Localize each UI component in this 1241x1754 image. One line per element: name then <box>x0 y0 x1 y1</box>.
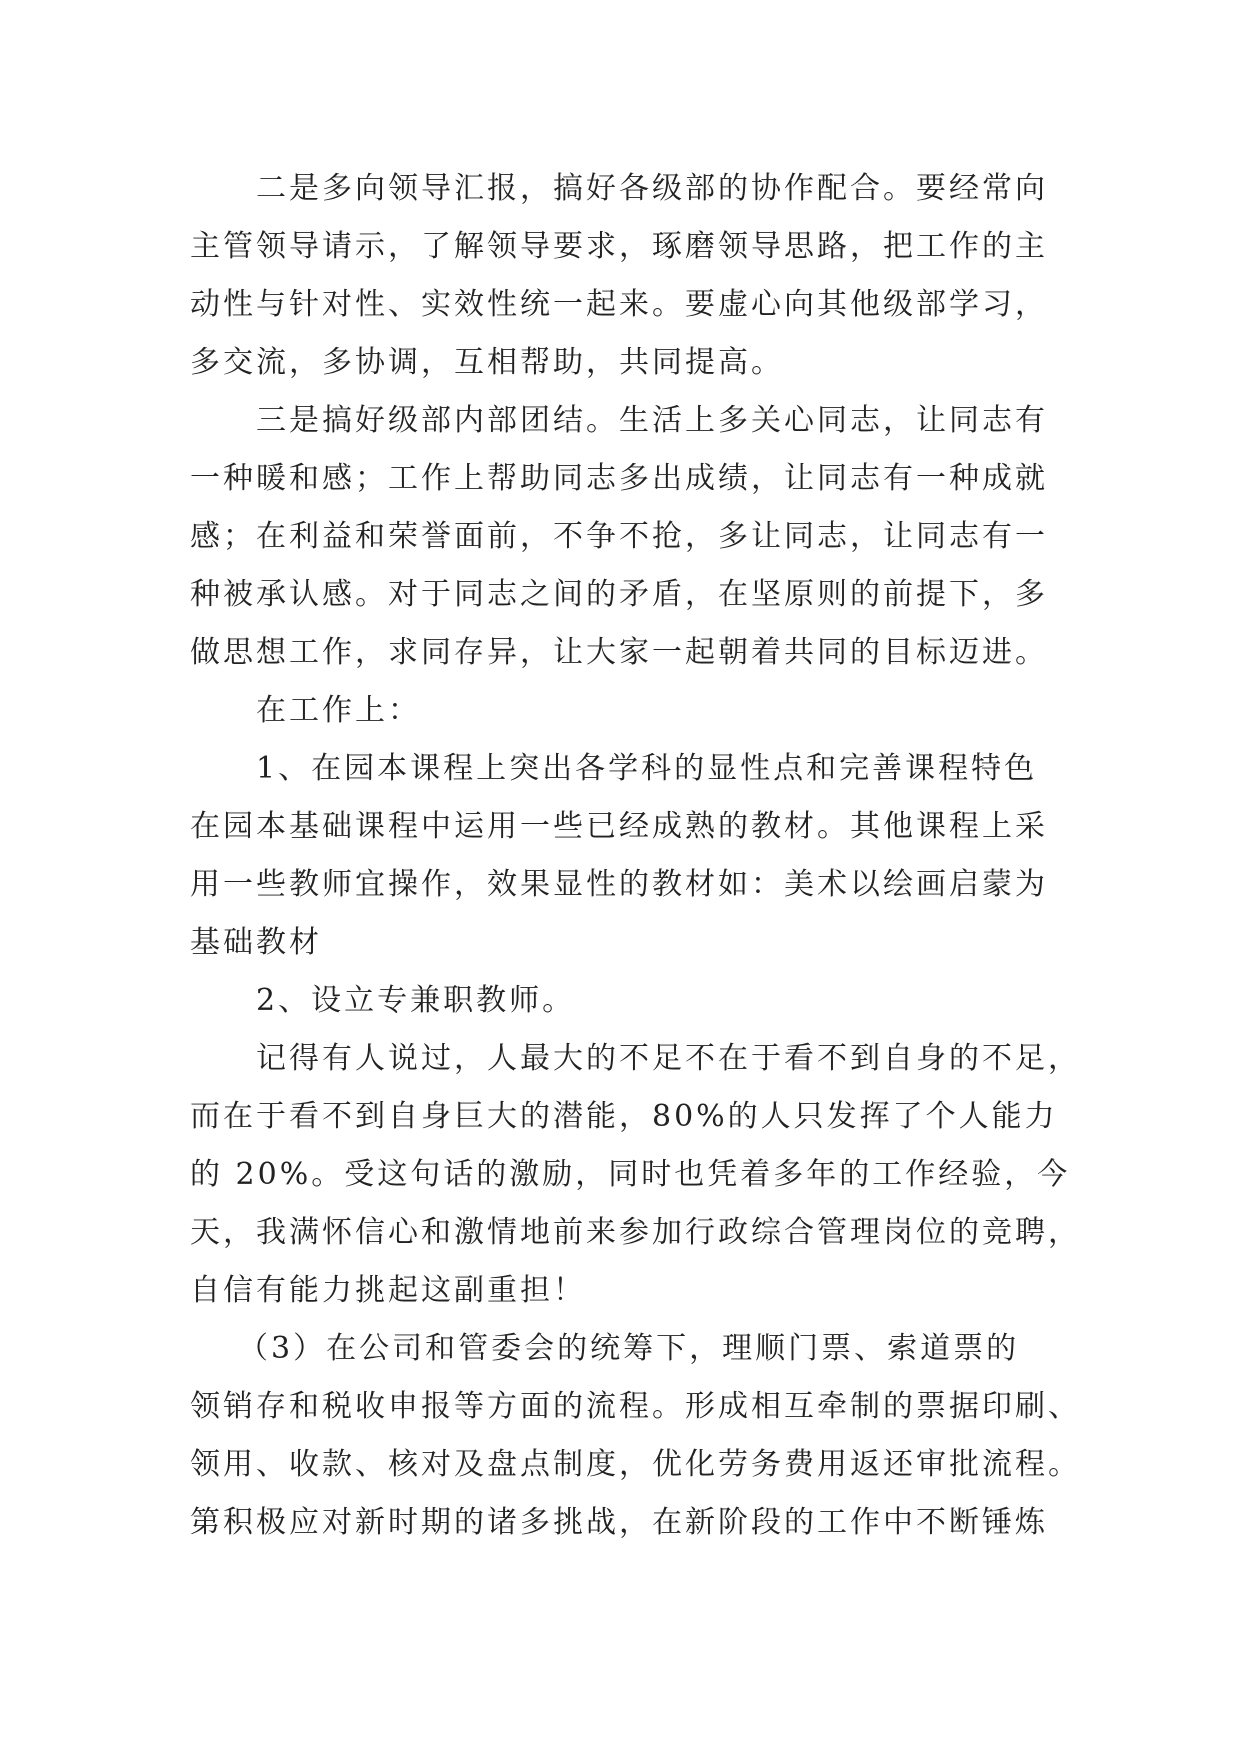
paragraph-at-work <box>190 682 1070 740</box>
text-line: 三是搞好级部内部团结。生活上多关心同志，让同志有 <box>256 403 1048 438</box>
text-line: 第积极应对新时期的诸多挑战，在新阶段的工作中不断锤炼 <box>190 1505 1048 1540</box>
text-line: （3）在公司和管委会的统筹下，理顺门票、索道票的 <box>238 1331 1020 1366</box>
text-line: 二是多向领导汇报，搞好各级部的协作配合。要经常向 <box>256 171 1048 206</box>
paragraph-quote <box>190 1030 1081 1320</box>
text-line: 一种暖和感；工作上帮助同志多出成绩，让同志有一种成就 <box>190 461 1048 496</box>
text-line: 2、设立专兼职教师。 <box>256 983 576 1018</box>
text-line: 动性与针对性、实效性统一起来。要虚心向其他级部学习， <box>190 287 1048 322</box>
text-line: 用一些教师宜操作，效果显性的教材如：美术以绘画启蒙为 <box>190 867 1048 902</box>
text-line: 领销存和税收申报等方面的流程。形成相互牵制的票据印刷、 <box>190 1389 1081 1424</box>
paragraph-report-to-leaders <box>190 160 1070 392</box>
text-line: 基础教材 <box>190 925 322 960</box>
text-line: 领用、收款、核对及盘点制度，优化劳务费用返还审批流程。 <box>190 1447 1081 1482</box>
document-body <box>190 160 1081 1552</box>
text-line: 种被承认感。对于同志之间的矛盾，在坚原则的前提下，多 <box>190 577 1048 612</box>
text-line: 在园本基础课程中运用一些已经成熟的教材。其他课程上采 <box>190 809 1048 844</box>
text-line: 做思想工作，求同存异，让大家一起朝着共同的目标迈进。 <box>190 635 1048 670</box>
text-line: 天，我满怀信心和激情地前来参加行政综合管理岗位的竞聘， <box>190 1215 1081 1250</box>
text-line: 的 20%。受这句话的激励，同时也凭着多年的工作经验，今 <box>190 1157 1071 1192</box>
text-line: 主管领导请示，了解领导要求，琢磨领导思路，把工作的主 <box>190 229 1048 264</box>
paragraph-item-3 <box>190 1320 1081 1552</box>
text-line: 记得有人说过，人最大的不足不在于看不到自身的不足， <box>256 1041 1081 1076</box>
text-line: 1、在园本课程上突出各学科的显性点和完善课程特色 <box>256 751 1038 786</box>
text-line: 感；在利益和荣誉面前，不争不抢，多让同志，让同志有一 <box>190 519 1048 554</box>
paragraph-item-1 <box>190 740 1070 972</box>
text-line: 自信有能力挑起这副重担！ <box>190 1273 586 1308</box>
paragraph-item-2 <box>190 972 1070 1030</box>
text-line: 多交流，多协调，互相帮助，共同提高。 <box>190 345 784 380</box>
text-line: 而在于看不到自身巨大的潜能，80%的人只发挥了个人能力 <box>190 1099 1058 1134</box>
text-line: 在工作上： <box>256 693 421 728</box>
paragraph-internal-unity <box>190 392 1070 682</box>
